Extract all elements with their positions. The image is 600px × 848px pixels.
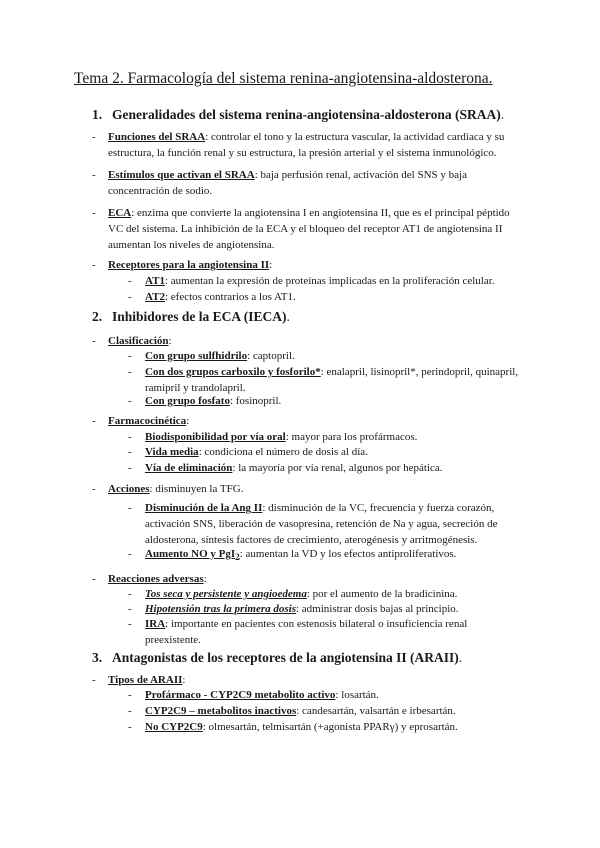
term: Con grupo sulfhidrilo	[145, 350, 248, 362]
list-item-clasificacion: - Clasificación:	[92, 335, 172, 347]
sub-item-sulfhidrilo	[128, 348, 523, 364]
term: AT2	[145, 291, 165, 303]
term: Tipos de ARAII	[108, 674, 183, 686]
bullet-dash: -	[128, 350, 132, 362]
sub-item-disminucion	[128, 500, 523, 548]
term: ECA	[108, 207, 132, 219]
term: Farmacocinética	[108, 415, 187, 427]
bullet-dash: -	[128, 275, 132, 287]
term: Disminución de la Ang II	[145, 502, 263, 514]
bullet-dash: -	[128, 588, 132, 600]
list-item-tipos: - Tipos de ARAII:	[92, 674, 186, 686]
term: IRA	[145, 618, 166, 630]
section-number: 1.	[92, 107, 103, 122]
sub-item-at1	[128, 273, 523, 289]
term: Biodisponibilidad por vía oral	[145, 431, 286, 443]
bullet-dash: -	[128, 705, 132, 717]
bullet-dash: -	[92, 169, 96, 181]
description: : controlar el tono y la estructura vascular, la actividad cardiaca y su estructura, la función renal y su estructura, la presión arterial y el sistema inmunológico.	[108, 131, 505, 159]
list-item-farmacocinetica: - Farmacocinética:	[92, 415, 190, 427]
sub-item-eliminacion	[128, 460, 523, 476]
term: Con grupo fosfato	[145, 395, 230, 407]
bullet-dash: -	[128, 395, 132, 407]
term: Estímulos que activan el SRAA	[108, 169, 255, 181]
term: Clasificación	[108, 335, 169, 347]
list-item-acciones	[92, 481, 522, 497]
term: CYP2C9 – metabolitos inactivos	[145, 705, 297, 717]
bullet-dash: -	[92, 335, 96, 347]
description: : enalapril, lisinopril*, perindopril, quinapril, ramipril y trandolapril.	[145, 366, 519, 394]
sub-item-carboxilo	[128, 364, 523, 396]
section-1-heading: 1. Generalidades del sistema renina-angiotensina-aldosterona (SRAA).	[92, 107, 505, 122]
document-title: Tema 2. Farmacología del sistema renina-angiotensina-aldosterona.	[74, 70, 493, 87]
description: : aumentan la expresión de proteínas implicadas en la proliferación celular.	[164, 275, 495, 287]
description: : enzima que convierte la angiotensina I en angiotensina II, que es el principal péptido VC del sistema. La inhibición de la ECA y el bloqueo del receptor AT1 de angiotensina II aumentan los niveles de angiotensina.	[108, 207, 510, 251]
term: Con dos grupos carboxilo y fosforilo*	[145, 366, 321, 378]
term: AT1	[145, 275, 165, 287]
term: Vía de eliminación	[145, 462, 233, 474]
description: : condiciona el número de dosis al día.	[198, 446, 368, 458]
bullet-dash: -	[128, 603, 132, 615]
sub-item-hipotension	[128, 601, 523, 617]
list-item-eca	[92, 205, 522, 253]
section-number: 2.	[92, 309, 103, 324]
sub-item-no-cyp2c9	[128, 719, 523, 735]
bullet-dash: -	[128, 689, 132, 701]
bullet-dash: -	[128, 446, 132, 458]
term: Acciones	[108, 483, 150, 495]
description: : losartán.	[335, 689, 379, 701]
description: : olmesartán, telmisartán (+agonista PPARγ) y eprosartán.	[202, 721, 458, 733]
section-title: Antagonistas de los receptores de la angiotensina II (ARAII)	[112, 650, 459, 665]
sub-item-at2	[128, 289, 523, 305]
term: Funciones del SRAA	[108, 131, 206, 143]
sub-item-cyp2c9-inactivos	[128, 703, 523, 719]
description: : mayor para los profármacos.	[285, 431, 418, 443]
description: : baja perfusión renal, activación del SNS y baja concentración de sodio.	[108, 169, 467, 197]
bullet-dash: -	[92, 131, 96, 143]
description: : captopril.	[247, 350, 295, 362]
description: : candesartán, valsartán e irbesartán.	[296, 705, 456, 717]
description: : disminuyen la TFG.	[149, 483, 244, 495]
term: Reacciones adversas	[108, 573, 204, 585]
bullet-dash: -	[92, 573, 96, 585]
section-2-heading: 2. Inhibidores de la ECA (IECA).	[92, 309, 290, 324]
list-item-funciones	[92, 129, 522, 161]
description: : la mayoría por vía renal, algunos por hepática.	[232, 462, 443, 474]
bullet-dash: -	[92, 674, 96, 686]
list-item-receptores: - Receptores para la angiotensina II:	[92, 259, 273, 271]
bullet-dash: -	[92, 207, 96, 219]
sub-item-biodisponibilidad	[128, 429, 523, 445]
bullet-dash: -	[92, 415, 96, 427]
sub-item-vida-media	[128, 444, 523, 460]
sub-item-aumento	[128, 546, 523, 565]
term: Tos seca y persistente y angioedema	[145, 588, 307, 600]
description: : administrar dosis bajas al principio.	[295, 603, 459, 615]
bullet-dash: -	[128, 366, 132, 378]
term: Hipotensión tras la primera dosis	[145, 603, 296, 615]
description: : importante en pacientes con estenosis bilateral o insuficiencia renal preexistente.	[145, 618, 468, 646]
description: : fosinopril.	[229, 395, 282, 407]
sub-item-profarmaco	[128, 687, 523, 703]
sub-item-tos	[128, 586, 523, 602]
term: Aumento NO y PgI$_2$	[145, 548, 240, 563]
section-3-heading: 3. Antagonistas de los receptores de la angiotensina II (ARAII).	[92, 650, 463, 665]
bullet-dash: -	[128, 618, 132, 630]
list-item-estimulos	[92, 167, 522, 199]
description: : efectos contrarios a los AT1.	[164, 291, 296, 303]
bullet-dash: -	[92, 259, 96, 271]
section-number: 3.	[92, 650, 103, 665]
bullet-dash: -	[128, 291, 132, 303]
bullet-dash: -	[128, 548, 132, 560]
description: : aumentan la VD y los efectos antiproliferativos.	[239, 548, 457, 560]
section-title: Inhibidores de la ECA (IECA)	[112, 309, 287, 324]
bullet-dash: -	[128, 462, 132, 474]
sub-item-ira	[128, 616, 523, 648]
description: : por el aumento de la bradicinina.	[306, 588, 458, 600]
term: No CYP2C9	[145, 721, 203, 733]
bullet-dash: -	[128, 431, 132, 443]
term: Profármaco - CYP2C9 metabolito activo	[145, 689, 336, 701]
term: Receptores para la angiotensina II	[108, 259, 270, 271]
term: Vida media	[145, 446, 199, 458]
bullet-dash: -	[128, 502, 132, 514]
section-title: Generalidades del sistema renina-angiotensina-aldosterona (SRAA)	[112, 107, 501, 122]
description: : disminución de la VC, frecuencia y fuerza corazón, activación SNS, liberación de vasopresina, retención de Na y agua, secreción de aldosterona, síntesis factores de crecimiento, aterogénesis y arritmogénesis.	[145, 502, 498, 546]
bullet-dash: -	[92, 483, 96, 495]
sub-item-fosfato	[128, 393, 523, 409]
bullet-dash: -	[128, 721, 132, 733]
list-item-reacciones: - Reacciones adversas:	[92, 573, 207, 585]
